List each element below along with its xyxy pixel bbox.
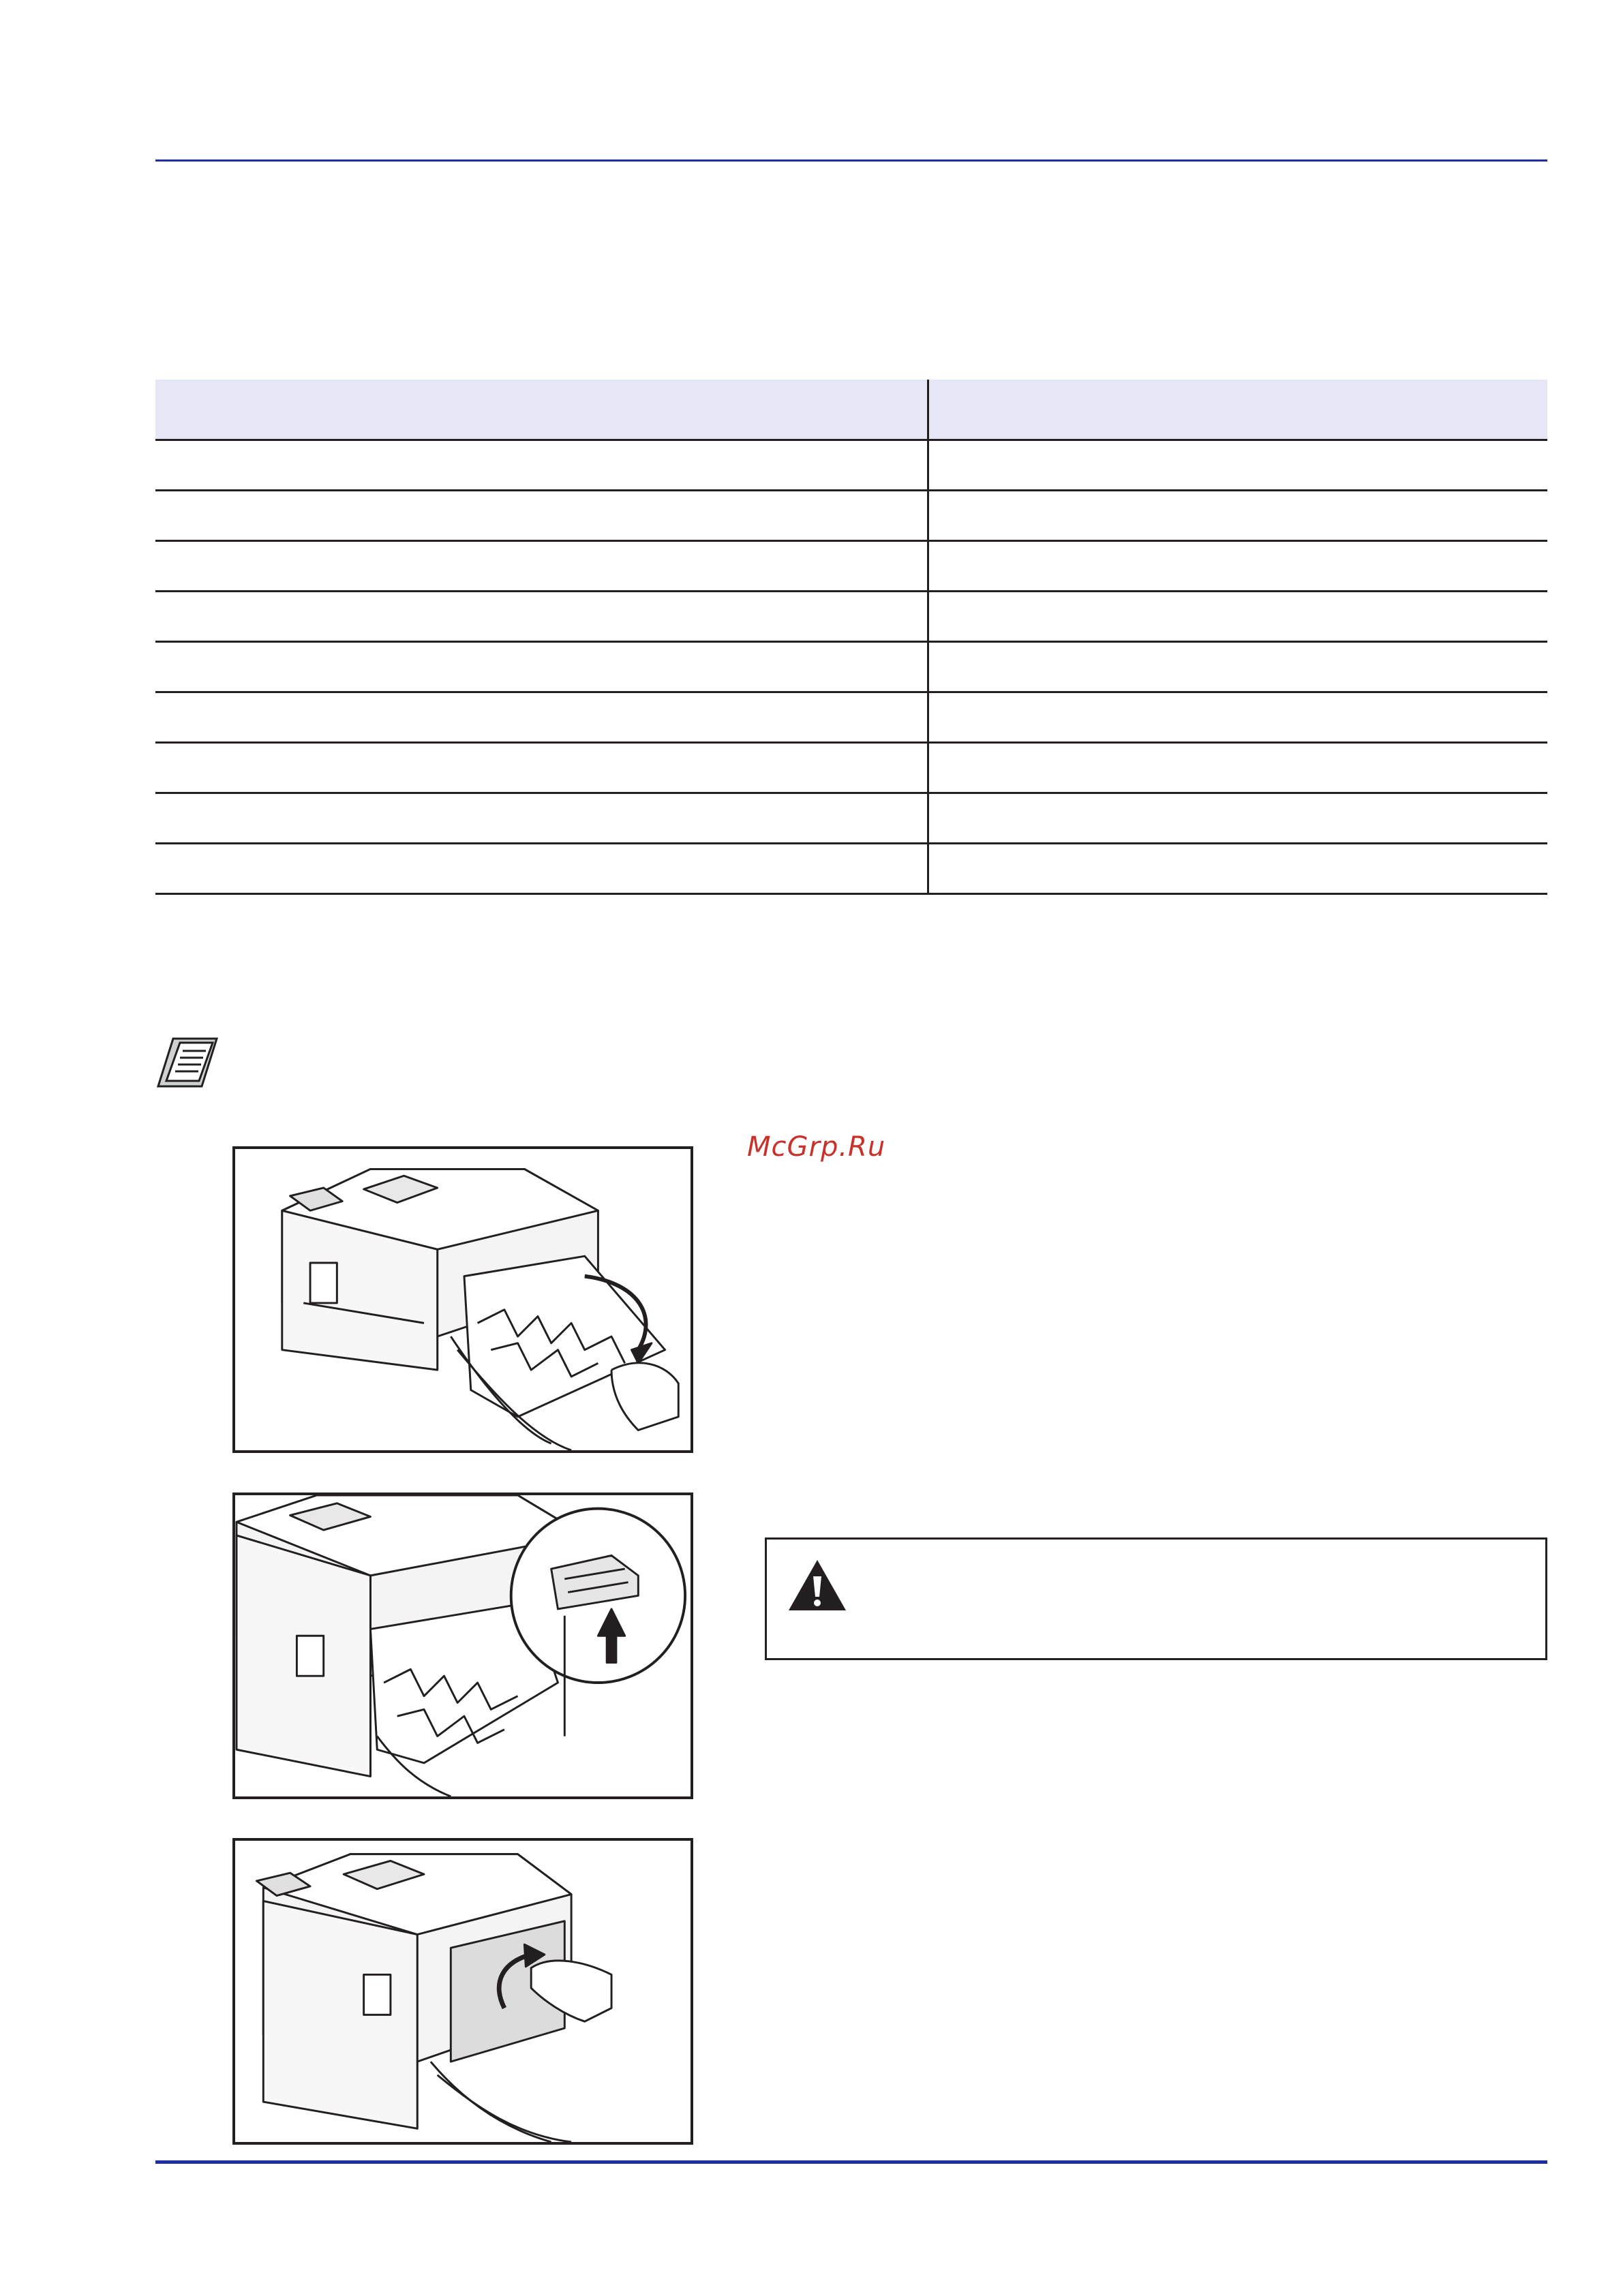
table-row — [155, 642, 1547, 692]
table-cell — [155, 743, 928, 793]
spec-table — [155, 380, 1547, 895]
table-cell — [928, 642, 1547, 692]
figure-lift-envelope-lever — [232, 1493, 693, 1799]
table-cell — [155, 642, 928, 692]
column-header — [928, 380, 1547, 440]
column-header — [155, 380, 928, 440]
table-cell — [155, 692, 928, 743]
table-cell — [928, 440, 1547, 491]
table-cell — [155, 491, 928, 541]
table-cell — [155, 541, 928, 592]
table-cell — [928, 692, 1547, 743]
table-cell — [155, 844, 928, 894]
table-cell — [928, 592, 1547, 642]
printer-rear-cover-close-illustration — [235, 1841, 691, 2142]
table-row — [155, 793, 1547, 844]
note-paper-icon — [153, 1033, 221, 1090]
table-row — [155, 692, 1547, 743]
caution-box — [765, 1537, 1547, 1660]
table-header-row — [155, 380, 1547, 440]
table-cell — [928, 793, 1547, 844]
table-cell — [155, 793, 928, 844]
table-cell — [928, 541, 1547, 592]
figure-open-rear-cover — [232, 1146, 693, 1453]
table-row — [155, 592, 1547, 642]
watermark: McGrp.Ru — [747, 1131, 886, 1163]
table-cell — [928, 844, 1547, 894]
printer-envelope-lever-illustration — [235, 1495, 691, 1796]
table-row — [155, 491, 1547, 541]
warning-triangle-icon — [786, 1557, 849, 1613]
table-cell — [155, 440, 928, 491]
table-row — [155, 743, 1547, 793]
printer-rear-cover-open-illustration — [235, 1149, 691, 1450]
table-row — [155, 844, 1547, 894]
table-cell — [155, 592, 928, 642]
bottom-rule — [155, 2160, 1547, 2164]
table-cell — [928, 491, 1547, 541]
top-rule — [155, 159, 1547, 162]
table-row — [155, 541, 1547, 592]
table-cell — [928, 743, 1547, 793]
figure-close-rear-cover — [232, 1838, 693, 2145]
table-row — [155, 440, 1547, 491]
